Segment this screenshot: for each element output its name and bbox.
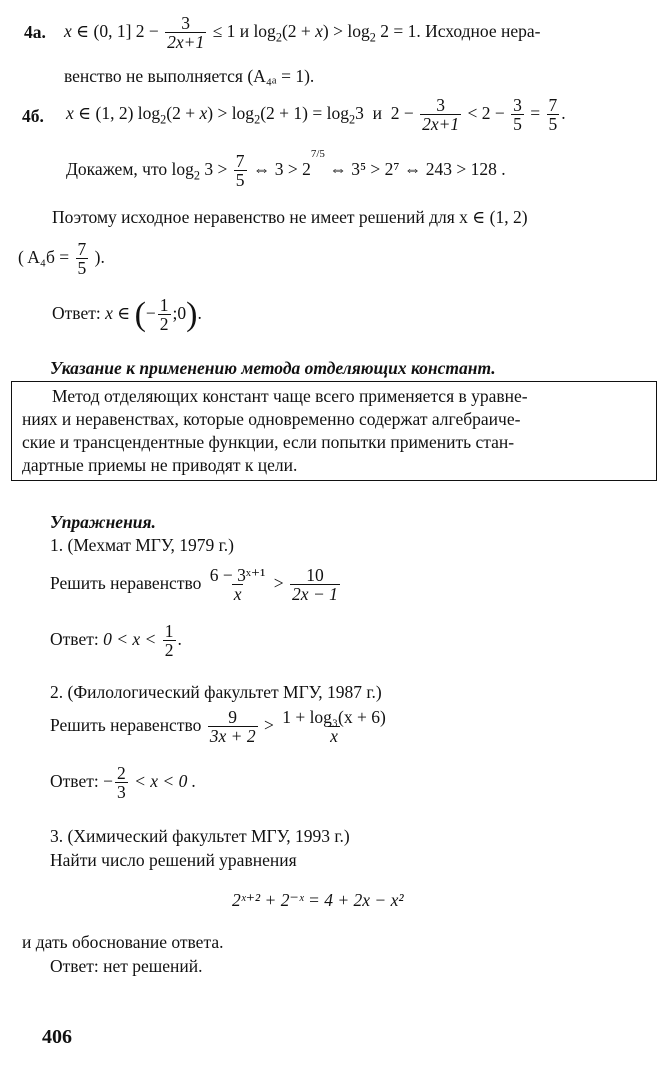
fraction: $\frac{1}{2}$ [164,621,174,661]
fraction: $\frac{1}{2}$ [159,295,169,335]
hint-line: ские и трансцендентные функции, если попытки применить стан- [22,432,515,452]
fraction: $\frac{3}{2x+1}$ [167,13,205,53]
item-4b-label: 4б. [22,106,44,126]
item-4b-math: x ∈ (1, 2) $\log_2(2 + x) > \log_2(2 + 1) = \log_23$ и 2 − $\frac{3}{2x+1}$ < 2 − $\frac{3}{5}$ = $\frac{7}{5}$ . [66,95,566,135]
hint-title: Указание к применению метода отделяющих констант. [50,358,496,378]
fraction: $\frac{7}{5}$ [235,151,245,191]
hint-box [11,381,657,481]
hint-line: ниях и неравенствах, которые одновременно содержат алгебраиче- [22,409,521,429]
ex2-task: Решить неравенство $\frac{9}{3x + 2}$ > $\frac{\text{1 + log₃(x + 6)}}{x}$ [50,707,386,747]
fraction: $\frac{9}{3x + 2}$ [209,707,256,747]
fraction: $\frac{7}{5}$ [77,239,87,279]
page-number: 406 [42,1026,72,1048]
ex1-task: Решить неравенство $\frac{\text{6 − 3ˣ⁺¹}}{x}$ > $\frac{10}{2x - 1}$ [50,565,338,605]
answer-main: Ответ: x ∈ (− $\frac{1}{2}$ ;0). [52,295,202,335]
ex2-answer: Ответ: − $\frac{2}{3}$ < x < 0 . [50,763,197,803]
ex3-header: 3. (Химический факультет МГУ, 1993 г.) [50,826,350,846]
hint-line: дартные приемы не приводят к цели. [22,455,298,475]
item-4a-label: 4a. [24,22,46,42]
conclusion: Поэтому исходное неравенство не имеет решений для x ∈ (1, 2) [52,207,528,227]
item-4a-math: x ∈ (0, 1] 2 − $\frac{3}{2x+1}$ ≤ 1 и $\log_2(2 + x) > \log_2 2 = 1$. Исходное нера- [64,13,541,53]
fraction: $\frac{10}{2x - 1}$ [292,565,338,605]
a4b-value: ( A₄б = $\frac{7}{5}$ ). [18,239,105,279]
ex2-header: 2. (Филологический факультет МГУ, 1987 г.) [50,682,382,702]
fraction: $\frac{2}{3}$ [116,763,126,803]
exercises-title: Упражнения. [50,512,156,532]
prove-line: Докажем, что $\log_2 3$ > $\frac{7}{5}$ ⇔ $3 > 2^{7/5}$ ⇔ 3⁵ > 2⁷ ⇔ 243 > 128 . [66,147,506,191]
prove-text: Докажем, что [66,158,168,179]
prove-end: ⇔ 3⁵ > 2⁷ ⇔ 243 > 128 . [329,158,506,179]
fraction: $\frac{3}{2x+1}$ [422,95,460,135]
hint-line: Метод отделяющих констант чаще всего применяется в уравне- [52,386,528,406]
ex3-task: Найти число решений уравнения [50,850,297,870]
item-4a-text-end: Исходное нера- [425,20,541,41]
fraction: $\frac{3}{5}$ [513,95,522,135]
item-4a-line2: венство не выполняется (A₄ₐ = 1). [64,66,315,86]
ex1-answer: Ответ: 0 < x < $\frac{1}{2}$ . [50,621,182,661]
ex3-tail: и дать обоснование ответа. [22,932,224,952]
ex3-answer: Ответ: нет решений. [50,956,203,976]
fraction: $\frac{7}{5}$ [548,95,558,135]
ex3-equation: 2ˣ⁺² + 2⁻ˣ = 4 + 2x − x² [232,890,404,910]
fraction: $\frac{\text{6 − 3ˣ⁺¹}}{x}$ [209,565,266,605]
fraction: $\frac{\text{1 + log₃(x + 6)}}{x}$ [282,707,386,747]
ex1-header: 1. (Мехмат МГУ, 1979 г.) [50,535,234,555]
